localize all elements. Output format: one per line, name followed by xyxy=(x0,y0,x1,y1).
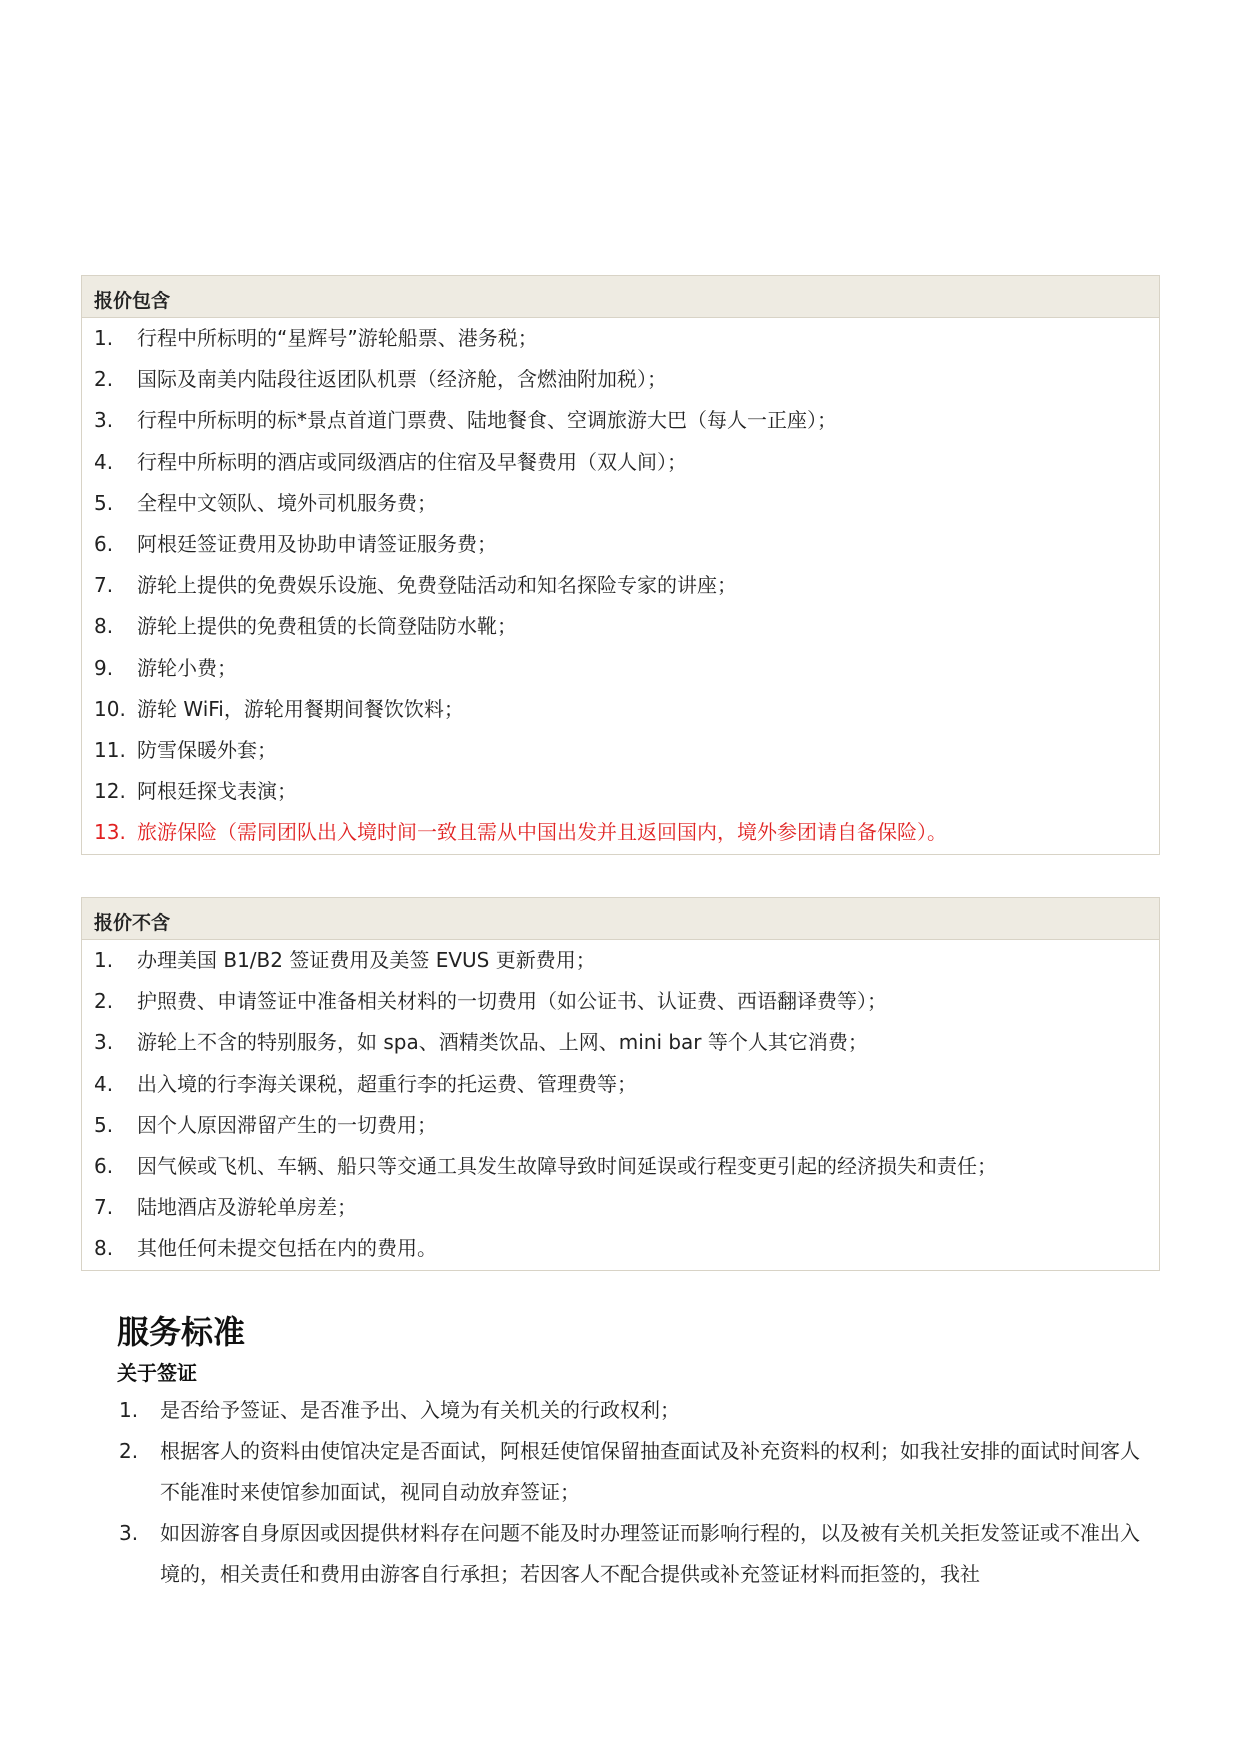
list-item: 4. 出入境的行李海关课税，超重行李的托运费、管理费等； xyxy=(94,1071,637,1096)
list-item: 6. 阿根廷签证费用及协助申请签证服务费； xyxy=(94,531,497,556)
list-item: 2. 护照费、申请签证中准备相关材料的一切费用（如公证书、认证费、西语翻译费等）； xyxy=(94,989,887,1014)
list-item: 3. 游轮上不含的特别服务，如 spa、酒精类饮品、上网、mini bar 等个人其它消费； xyxy=(94,1030,868,1055)
list-item: 1. 办理美国 B1/B2 签证费用及美签 EVUS 更新费用； xyxy=(94,948,596,972)
list-item: 2. 根据客人的资料由使馆决定是否面试，阿根廷使馆保留抽查面试及补充资料的权利；如我社安排的面试时间客人不能准时来使馆参加面试，视同自动放弃签证； xyxy=(119,1439,1140,1504)
included-box xyxy=(81,275,1160,855)
insurance-highlight-item: 13. 旅游保险（需同团队出入境时间一致且需从中国出发并且返回国内，境外参团请自备保险）。 xyxy=(94,820,947,845)
list-item: 9. 游轮小费； xyxy=(94,655,237,680)
list-item: 3. 行程中所标明的标*景点首道门票费、陆地餐食、空调旅游大巴（每人一正座）； xyxy=(94,408,837,433)
excluded-box xyxy=(81,897,1160,1271)
visa-list xyxy=(117,1390,1147,1595)
list-item: 7. 陆地酒店及游轮单房差； xyxy=(94,1195,357,1220)
list-item: 8. 游轮上提供的免费租赁的长筒登陆防水靴； xyxy=(94,614,517,639)
excluded-title: 报价不含 xyxy=(82,898,1159,940)
visa-subtitle: 关于签证 xyxy=(117,1361,197,1385)
list-item: 4. 行程中所标明的酒店或同级酒店的住宿及早餐费用（双人间）； xyxy=(94,449,687,474)
service-title: 服务标准 xyxy=(117,1313,246,1351)
list-item: 10. 游轮 WiFi，游轮用餐期间餐饮饮料； xyxy=(94,696,464,721)
list-item: 3. 如因游客自身原因或因提供材料存在问题不能及时办理签证而影响行程的，以及被有关机关拒发签证或不准出入境的，相关责任和费用由游客自行承担；若因客人不配合提供或补充签证材料而拒签的，我社 xyxy=(119,1521,1140,1586)
list-item: 11. 防雪保暖外套； xyxy=(94,737,277,762)
list-item: 5. 全程中文领队、境外司机服务费； xyxy=(94,490,437,515)
service-section xyxy=(117,1310,1147,1595)
list-item: 1. 行程中所标明的“星辉号”游轮船票、港务税； xyxy=(94,326,538,350)
list-item: 12. 阿根廷探戈表演； xyxy=(94,779,297,804)
included-list xyxy=(82,318,1159,853)
list-item: 6. 因气候或飞机、车辆、船只等交通工具发生故障导致时间延误或行程变更引起的经济损失和责任； xyxy=(94,1153,997,1178)
list-item: 7. 游轮上提供的免费娱乐设施、免费登陆活动和知名探险专家的讲座； xyxy=(94,573,737,598)
list-item: 8. 其他任何未提交包括在内的费用。 xyxy=(94,1236,437,1261)
list-item: 1. 是否给予签证、是否准予出、入境为有关机关的行政权利； xyxy=(119,1398,680,1422)
excluded-list xyxy=(82,940,1159,1270)
list-item: 2. 国际及南美内陆段往返团队机票（经济舱，含燃油附加税）； xyxy=(94,367,667,392)
list-item: 5. 因个人原因滞留产生的一切费用； xyxy=(94,1112,437,1137)
included-title: 报价包含 xyxy=(82,276,1159,318)
